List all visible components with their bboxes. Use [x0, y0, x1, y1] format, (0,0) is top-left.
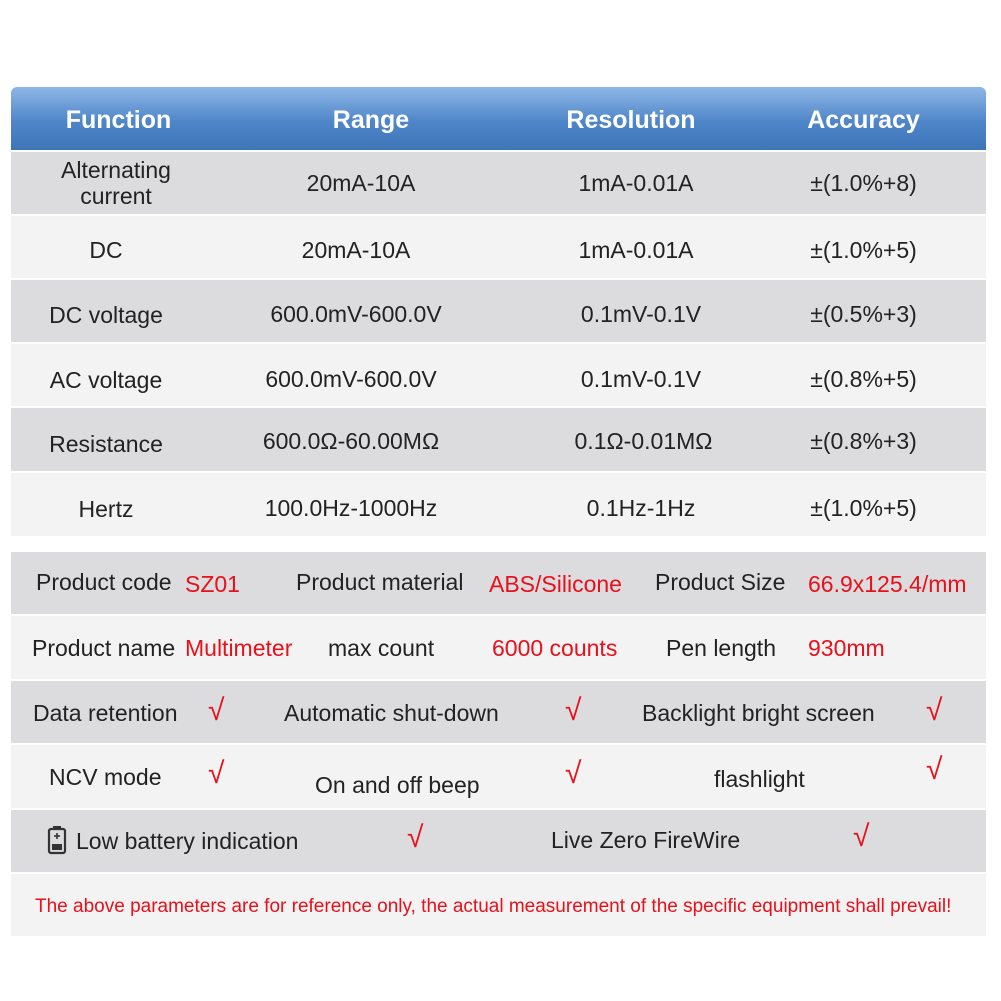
- range-cell: 100.0Hz-1000Hz: [264, 495, 438, 521]
- range-cell: 20mA-10A: [306, 170, 416, 196]
- product-row-2: [11, 616, 986, 679]
- check-icon: √: [208, 694, 225, 727]
- table-row: [11, 216, 986, 278]
- header-resolution: Resolution: [566, 106, 696, 134]
- data-retention-label: Data retention: [33, 700, 178, 726]
- product-size-label: Product Size: [655, 569, 786, 595]
- feature-row-2: [11, 745, 986, 808]
- accuracy-cell: ±(0.8%+3): [810, 428, 917, 454]
- feature-row-3: [11, 810, 986, 872]
- max-count-value: 6000 counts: [492, 635, 618, 661]
- max-count-label: max count: [328, 635, 435, 661]
- product-name-value: Multimeter: [185, 635, 293, 661]
- check-icon: √: [926, 694, 943, 727]
- header-accuracy: Accuracy: [807, 106, 920, 134]
- accuracy-cell: ±(1.0%+5): [810, 495, 917, 521]
- product-name-label: Product name: [32, 635, 176, 661]
- pen-length-value: 930mm: [808, 635, 885, 661]
- range-cell: 20mA-10A: [301, 237, 411, 263]
- accuracy-cell: ±(1.0%+8): [810, 170, 917, 196]
- resolution-cell: 0.1mV-0.1V: [580, 301, 702, 327]
- product-row-1: [11, 552, 986, 614]
- disclaimer-text: The above parameters are for reference only, the actual measurement of the specific equipment shall prevail!: [35, 896, 952, 917]
- table-row: [11, 473, 986, 536]
- product-code-label: Product code: [36, 569, 172, 595]
- range-cell: 600.0mV-600.0V: [270, 301, 442, 327]
- function-line2: current: [80, 183, 152, 209]
- table-header: [11, 87, 986, 150]
- check-icon: √: [926, 753, 943, 786]
- function-cell: DC voltage: [49, 302, 163, 328]
- resolution-cell: 1mA-0.01A: [578, 170, 694, 196]
- accuracy-cell: ±(0.5%+3): [810, 301, 917, 327]
- table-row: [11, 152, 986, 214]
- check-icon: √: [208, 757, 225, 790]
- product-material-label: Product material: [296, 569, 464, 595]
- check-icon: √: [853, 820, 870, 853]
- product-material-value: ABS/Silicone: [489, 571, 622, 597]
- beep-label: On and off beep: [315, 772, 480, 798]
- flashlight-label: flashlight: [714, 766, 805, 792]
- header-function: Function: [65, 106, 172, 134]
- function-line1: Alternating: [61, 157, 171, 183]
- function-cell: [41, 157, 191, 209]
- function-cell: AC voltage: [49, 367, 163, 393]
- auto-shutdown-label: Automatic shut-down: [284, 700, 499, 726]
- header-range: Range: [332, 106, 410, 134]
- range-cell: 600.0mV-600.0V: [265, 366, 437, 392]
- accuracy-cell: ±(0.8%+5): [810, 366, 917, 392]
- product-code-value: SZ01: [185, 571, 240, 597]
- resolution-cell: 0.1Hz-1Hz: [586, 495, 696, 521]
- pen-length-label: Pen length: [666, 635, 776, 661]
- check-icon: √: [407, 821, 424, 854]
- battery-icon: [47, 825, 67, 860]
- low-battery-label: Low battery indication: [76, 828, 299, 854]
- function-cell: Resistance: [49, 431, 163, 457]
- table-row: [11, 344, 986, 406]
- check-icon: √: [565, 694, 582, 727]
- live-zero-label: Live Zero FireWire: [551, 827, 741, 853]
- backlight-label: Backlight bright screen: [642, 700, 875, 726]
- feature-row-1: [11, 681, 986, 743]
- check-icon: √: [565, 757, 582, 790]
- table-row: [11, 280, 986, 342]
- resolution-cell: 0.1mV-0.1V: [580, 366, 702, 392]
- function-cell: DC: [89, 237, 123, 263]
- resolution-cell: 0.1Ω-0.01MΩ: [574, 428, 713, 454]
- ncv-mode-label: NCV mode: [49, 764, 162, 790]
- accuracy-cell: ±(1.0%+5): [810, 237, 917, 263]
- table-row: [11, 408, 986, 471]
- function-cell: Hertz: [78, 496, 134, 522]
- disclaimer-row: [11, 874, 986, 936]
- resolution-cell: 1mA-0.01A: [578, 237, 694, 263]
- product-size-value: 66.9x125.4/mm: [808, 571, 967, 597]
- range-cell: 600.0Ω-60.00MΩ: [262, 428, 440, 454]
